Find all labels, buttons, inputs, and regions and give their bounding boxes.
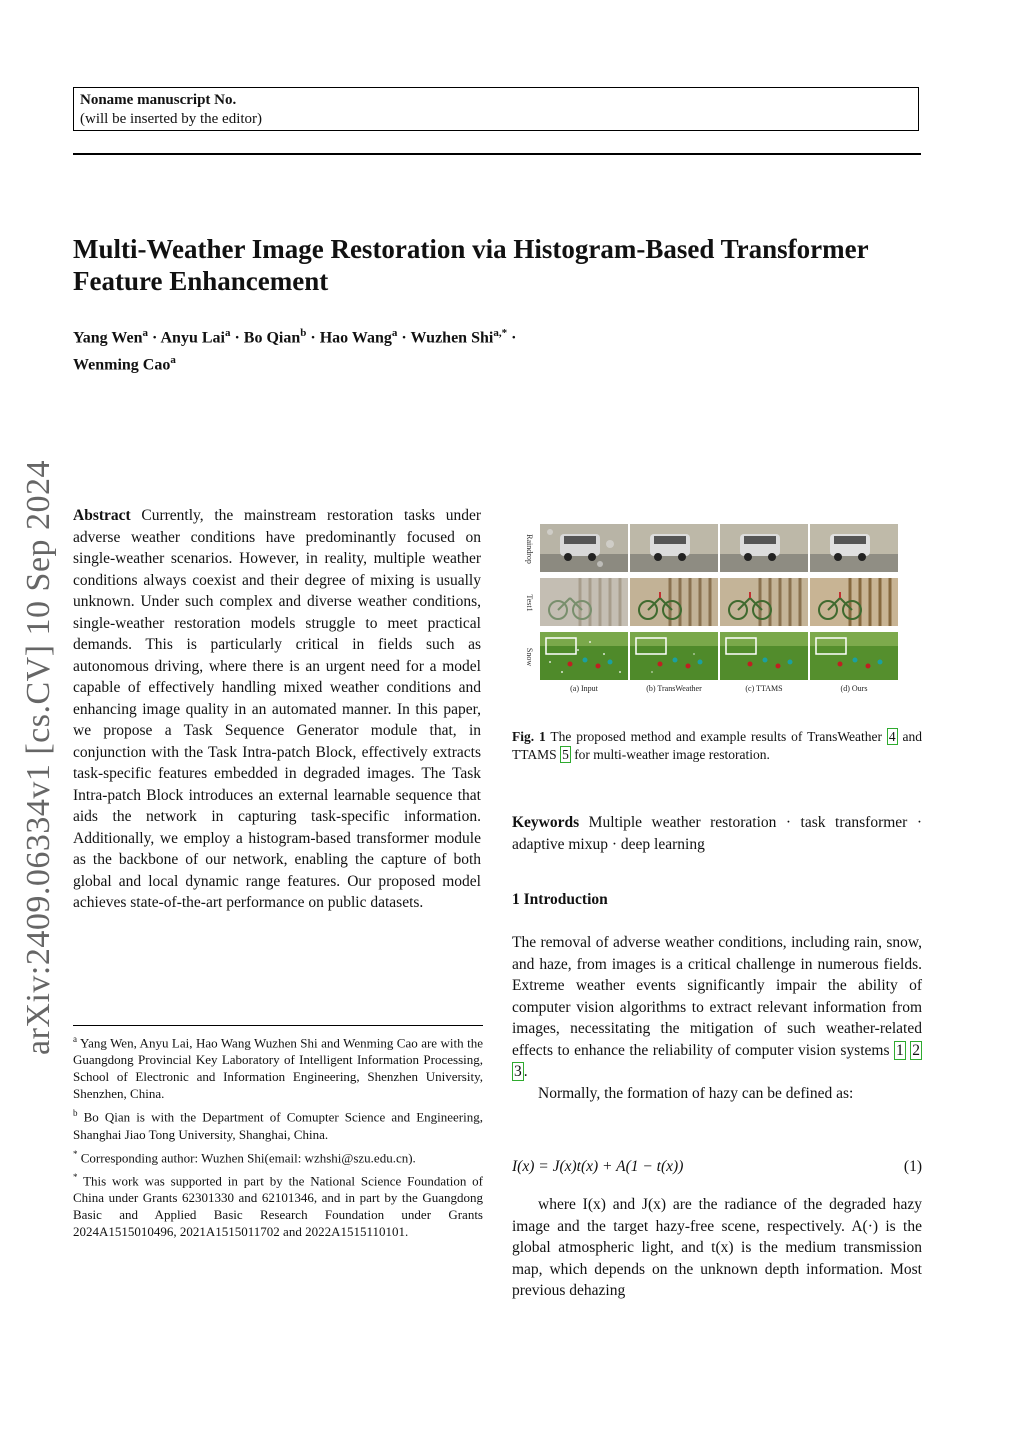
footnote-text: Corresponding author: Wuzhen Shi(email: wzhshi@szu.edu.cn).	[80, 1149, 416, 1165]
figure-1	[512, 522, 922, 697]
figure-caption	[512, 728, 922, 764]
author-name: Bo Qian	[243, 329, 301, 347]
thumb-test1-input	[540, 578, 628, 626]
figure-caption-text: and TTAMS	[512, 729, 923, 762]
thumb-snow-ttams	[720, 632, 808, 680]
author-name: Anyu Lai	[160, 329, 225, 347]
header-line-2: (will be inserted by the editor)	[80, 111, 263, 127]
column-caption-ttams: (c) TTAMS	[745, 684, 783, 693]
thumb-snow-ours	[810, 632, 898, 680]
row-label-snow: Snow	[525, 647, 534, 667]
author-affiliation-mark: a,*	[493, 327, 508, 339]
abstract-text: Currently, the mainstream restoration tasks under adverse weather conditions have predominantly focused on single-weather scenarios. However, in reality, multiple weather conditions always coexist and their degree of mixing is usually unknown. Under such complex and diverse weather conditions, single-weather restoration models struggle to meet practical demands. This is particularly critical in fields such as autonomous driving, where there is an urgent need for a model capable of effectively handling mixed weather conditions and enhancing image quality in an automated manner. In this paper, we propose a Task Sequence Generator module that, in conjunction with the Task Intra-patch Block, effectively extracts task-specific features embedded in degraded images. The Task Intra-patch Block introduces an external learnable sequence that aids the network in capturing task-specific information. Additionally, we employ a histogram-based transformer module as the backbone of our network, enabling the capture of both global and local dynamic range features. Our proposed model achieves state-of-the-art performance on public datasets.	[73, 507, 481, 911]
arxiv-identifier: arXiv:2409.06334v1 [cs.CV] 10 Sep 2024	[20, 459, 57, 1055]
introduction-text	[512, 932, 922, 1104]
paragraph-text: The removal of adverse weather conditions, including rain, snow, and haze, from images is a critical challenge in numerous fields. Extreme weather events significantly impair the ability of computer vision algorithms to extract relevant information from images, necessitating the mitigation of such weather-related effects to enhance the reliability of computer vision systems	[512, 934, 922, 1059]
manuscript-header	[73, 87, 919, 131]
abstract	[73, 505, 481, 914]
thumb-test1-transweather	[630, 578, 718, 626]
footnote-text: Bo Qian is with the Department of Comupter Science and Engineering, Shanghai Jiao Tong University, Shanghai, China.	[73, 1109, 483, 1142]
equation-body: I(x) = J(x)t(x) + A(1 − t(x))	[512, 1158, 684, 1175]
footnote-mark: a	[73, 1034, 77, 1044]
author-affiliation-mark: a	[391, 327, 398, 339]
thumb-test1-ours	[810, 578, 898, 626]
section-heading: 1 Introduction	[512, 891, 608, 908]
abstract-label: Abstract	[73, 507, 131, 524]
author-name: Hao Wang	[319, 329, 392, 347]
column-caption-transweather: (b) TransWeather	[646, 684, 702, 693]
paragraph-text: where I(x) and J(x) are the radiance of the degraded hazy image and the target hazy-free scene, respectively. A(·) is the global atmospheric light, and t(x) is the medium transmission map, which depends on the unknown depth information. Most previous dehazing	[512, 1196, 922, 1299]
column-caption-ours: (d) Ours	[840, 684, 868, 693]
thumb-raindrop-ttams	[720, 524, 808, 572]
footnote	[73, 1031, 483, 1102]
thumb-test1-ttams	[720, 578, 808, 626]
footnote	[73, 1105, 483, 1142]
paragraph: The removal of adverse weather conditions, including rain, snow, and haze, from images is a critical challenge in numerous fields. Extreme weather events significantly impair the ability of computer vision algorithms to extract relevant information from images, necessitating the mitigation of such weather-related effects to enhance the reliability of computer vision systems 1 2 3 .	[512, 934, 922, 1080]
row-label-raindrop: Raindrop	[525, 534, 534, 564]
column-caption-input: (a) Input	[570, 684, 598, 693]
author-separator: ·	[310, 329, 316, 347]
footnote-rule	[73, 1025, 483, 1026]
figure-caption-text: for multi-weather image restoration.	[574, 747, 770, 762]
author-separator: ·	[401, 329, 407, 347]
footnote-text: This work was supported in part by the National Science Foundation of China under Grants 62301330 and 62101346, and in part by the Guangdong Basic and Applied Basic Research Foundation under Grants 2024A1515010496, 2021A1515011702 and 2022A1515110101.	[73, 1173, 484, 1240]
author-name: Wuzhen Shi	[410, 329, 494, 347]
keywords	[512, 812, 922, 855]
thumb-snow-transweather	[630, 632, 718, 680]
equation-number: (1)	[903, 1158, 922, 1175]
row-label-test1: Test1	[525, 594, 534, 612]
citation-link[interactable]: 2	[912, 1041, 921, 1059]
citation-link[interactable]: 1	[896, 1041, 904, 1059]
top-rule	[73, 153, 921, 155]
author-name: Yang Wen	[73, 329, 143, 347]
paper-title: Multi-Weather Image Restoration via Histogram-Based Transformer Feature Enhancement	[73, 234, 869, 296]
author-affiliation-mark: b	[300, 327, 307, 339]
author-separator: ·	[152, 329, 158, 347]
author-affiliation-mark: a	[142, 327, 149, 339]
thumb-snow-input	[540, 632, 628, 680]
paragraph-text: Normally, the formation of hazy can be defined as:	[538, 1084, 854, 1102]
author-separator: ·	[511, 329, 517, 347]
author-separator: ·	[234, 329, 240, 347]
thumb-raindrop-input	[540, 524, 628, 572]
equation-1	[512, 1158, 922, 1176]
footnote-text: Yang Wen, Anyu Lai, Hao Wang Wuzhen Shi and Wenming Cao are with the Guangdong Provincial Key Laboratory of Intelligent Information Processing, School of Electronic and Information Engineering, Shenzhen University, Shenzhen, China.	[73, 1035, 483, 1102]
citation-link[interactable]: 5	[562, 747, 569, 762]
footnote-mark: *	[73, 1148, 78, 1159]
author-affiliation-mark: a	[170, 354, 176, 367]
figure-caption-text: The proposed method and example results of TransWeather	[550, 729, 882, 744]
citation-link[interactable]: 4	[888, 729, 896, 744]
keywords-label: Keywords	[512, 814, 580, 831]
footnote	[73, 1146, 483, 1166]
thumb-raindrop-transweather	[630, 524, 718, 572]
citation-link[interactable]: 3	[514, 1063, 522, 1080]
footnotes	[73, 1031, 483, 1243]
footnote-mark: b	[73, 1108, 78, 1119]
author-affiliation-mark: a	[224, 327, 231, 339]
author-name: Wenming Cao	[73, 356, 171, 374]
thumb-raindrop-ours	[810, 524, 898, 572]
author-list	[73, 322, 733, 377]
keywords-text: Multiple weather restoration · task transformer · adaptive mixup · deep learning	[512, 814, 922, 853]
header-line-1: Noname manuscript No.	[80, 92, 237, 108]
footnote-mark: *	[73, 1171, 78, 1182]
figure-caption-label: Fig. 1	[512, 729, 546, 744]
footnote	[73, 1169, 483, 1240]
